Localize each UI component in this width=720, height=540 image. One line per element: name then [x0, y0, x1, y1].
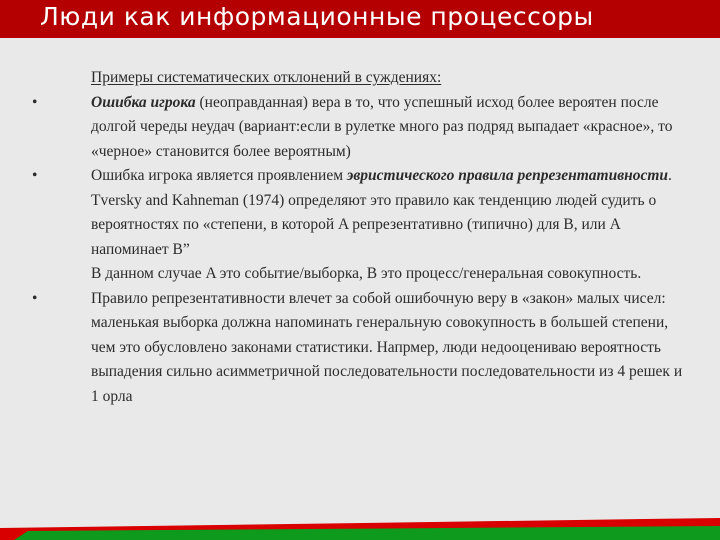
item3-text: Правило репрезентативности влечет за собой ошибочную веру в «закон» малых чисел: маленькая выборка должна напоминать генеральную совокупность в большей степени, чем это обусловлено законами статистики. Напрмер, люди недооцениваю вероятность выпадения сильно асимметричной последовательности последовательности из 4 решек и 1 орла [91, 289, 683, 405]
slide-title: Люди как информационные процессоры [40, 2, 594, 31]
term-representativeness: эвристического правила репрезентативности [346, 167, 669, 184]
title-bar [0, 0, 720, 38]
bullet-marker: • [32, 93, 38, 111]
bullet-item-1 [20, 91, 692, 165]
item2-text: . Tversky and Kahneman (1974) определяют это правило как тенденцию людей судить о вероятностях по «степени, в которой A репрезентативно (типично) для B, или A напоминает B” [91, 167, 672, 258]
item2-extra: В данном случае A это событие/выборка, B это процесс/генеральная совокупность. [91, 265, 642, 282]
bullet-item-2 [20, 164, 692, 287]
slide-content [20, 66, 692, 409]
intro-line: Примеры систематических отклонений в суждениях: [91, 69, 442, 86]
term-gamblers-fallacy: Ошибка игрока [91, 93, 196, 111]
footer-stripe [0, 518, 720, 540]
bullet-marker: • [32, 167, 38, 184]
item2-lead: Ошибка игрока является проявлением [91, 167, 347, 184]
item1-text: (неоправданная) вера в то, что успешный исход более вероятен после долгой череды неудач (вариант:если в рулетке много раз подряд выпадает «красное», то «черное» становится более вероятным) [91, 93, 673, 160]
bullet-marker: • [32, 289, 38, 307]
bullet-item-3 [20, 287, 692, 410]
